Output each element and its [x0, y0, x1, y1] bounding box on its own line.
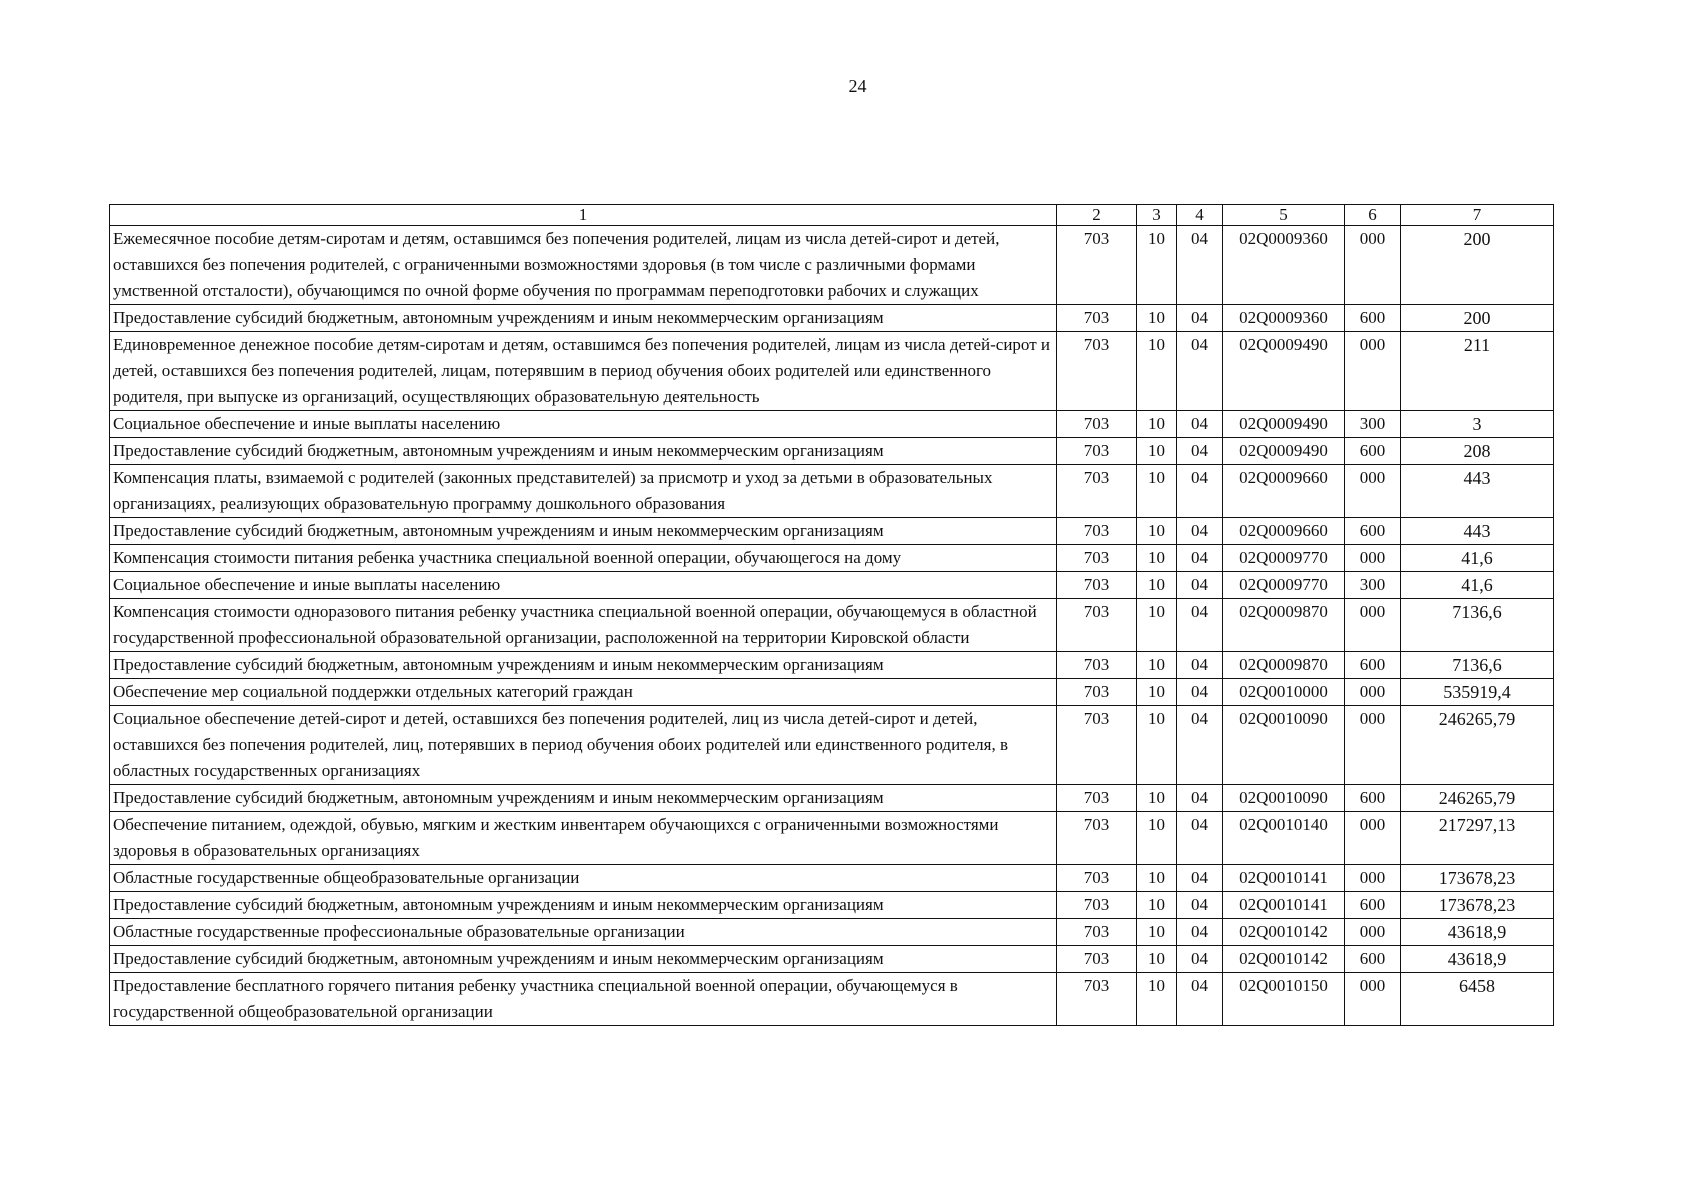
row-description: Предоставление бесплатного горячего питания ребенку участника специальной военной операции, обучающемуся в государственной общеобразовательной организации: [110, 973, 1057, 1026]
code-pr: 04: [1177, 706, 1223, 785]
code-csr: 02Q0009870: [1223, 652, 1345, 679]
code-pr: 04: [1177, 518, 1223, 545]
code-pr: 04: [1177, 572, 1223, 599]
code-pr: 04: [1177, 973, 1223, 1026]
code-rz: 10: [1137, 973, 1177, 1026]
code-gr: 703: [1057, 865, 1137, 892]
column-header: 5: [1223, 205, 1345, 226]
row-description: Обеспечение питанием, одеждой, обувью, мягким и жестким инвентарем обучающихся с ограниченными возможностями здоровья в образовательных организациях: [110, 812, 1057, 865]
row-description: Единовременное денежное пособие детям-сиротам и детям, оставшимся без попечения родителей, лицам из числа детей-сирот и детей, оставшихся без попечения родителей, лицам, потерявшим в период обучения обоих родителей или единственного родителя, при выпуске из организаций, осуществляющих образовательную деятельность: [110, 332, 1057, 411]
code-gr: 703: [1057, 518, 1137, 545]
table-row: [110, 305, 1554, 332]
code-vr: 300: [1345, 411, 1401, 438]
code-rz: 10: [1137, 812, 1177, 865]
row-description: Предоставление субсидий бюджетным, автономным учреждениям и иным некоммерческим организациям: [110, 892, 1057, 919]
code-vr: 600: [1345, 652, 1401, 679]
code-gr: 703: [1057, 892, 1137, 919]
table-row: [110, 892, 1554, 919]
code-gr: 703: [1057, 465, 1137, 518]
code-pr: 04: [1177, 946, 1223, 973]
code-rz: 10: [1137, 411, 1177, 438]
code-gr: 703: [1057, 919, 1137, 946]
sum-value: 43618,9: [1401, 919, 1554, 946]
table-row: [110, 946, 1554, 973]
code-csr: 02Q0009770: [1223, 572, 1345, 599]
code-csr: 02Q0009360: [1223, 305, 1345, 332]
code-csr: 02Q0009490: [1223, 438, 1345, 465]
sum-value: 200: [1401, 226, 1554, 305]
code-gr: 703: [1057, 946, 1137, 973]
row-description: Обеспечение мер социальной поддержки отдельных категорий граждан: [110, 679, 1057, 706]
code-csr: 02Q0010090: [1223, 706, 1345, 785]
code-pr: 04: [1177, 545, 1223, 572]
code-csr: 02Q0009490: [1223, 411, 1345, 438]
table-row: [110, 785, 1554, 812]
code-pr: 04: [1177, 465, 1223, 518]
code-gr: 703: [1057, 332, 1137, 411]
budget-table: [109, 204, 1554, 1026]
row-description: Предоставление субсидий бюджетным, автономным учреждениям и иным некоммерческим организациям: [110, 518, 1057, 545]
code-gr: 703: [1057, 411, 1137, 438]
code-vr: 600: [1345, 438, 1401, 465]
code-csr: 02Q0009660: [1223, 465, 1345, 518]
code-pr: 04: [1177, 226, 1223, 305]
code-csr: 02Q0009870: [1223, 599, 1345, 652]
code-rz: 10: [1137, 946, 1177, 973]
table-row: [110, 226, 1554, 305]
sum-value: 208: [1401, 438, 1554, 465]
code-gr: 703: [1057, 706, 1137, 785]
code-csr: 02Q0010141: [1223, 892, 1345, 919]
sum-value: 246265,79: [1401, 706, 1554, 785]
table-row: [110, 973, 1554, 1026]
table-row: [110, 545, 1554, 572]
table-row: [110, 812, 1554, 865]
column-header: 6: [1345, 205, 1401, 226]
code-rz: 10: [1137, 919, 1177, 946]
table-row: [110, 652, 1554, 679]
code-vr: 300: [1345, 572, 1401, 599]
code-vr: 600: [1345, 892, 1401, 919]
sum-value: 43618,9: [1401, 946, 1554, 973]
code-vr: 600: [1345, 946, 1401, 973]
row-description: Компенсация платы, взимаемой с родителей (законных представителей) за присмотр и уход за детьми в образовательных организациях, реализующих образовательную программу дошкольного образования: [110, 465, 1057, 518]
code-vr: 000: [1345, 465, 1401, 518]
code-csr: 02Q0009660: [1223, 518, 1345, 545]
code-rz: 10: [1137, 892, 1177, 919]
table-row: [110, 679, 1554, 706]
code-vr: 000: [1345, 226, 1401, 305]
sum-value: 211: [1401, 332, 1554, 411]
sum-value: 3: [1401, 411, 1554, 438]
code-pr: 04: [1177, 812, 1223, 865]
row-description: Ежемесячное пособие детям-сиротам и детям, оставшимся без попечения родителей, лицам из числа детей-сирот и детей, оставшихся без попечения родителей, с ограниченными возможностями здоровья (в том числе с различными формами умственной отсталости), обучающимся по очной форме обучения по программам переподготовки рабочих и служащих: [110, 226, 1057, 305]
row-description: Предоставление субсидий бюджетным, автономным учреждениям и иным некоммерческим организациям: [110, 946, 1057, 973]
code-vr: 000: [1345, 812, 1401, 865]
row-description: Предоставление субсидий бюджетным, автономным учреждениям и иным некоммерческим организациям: [110, 785, 1057, 812]
table-row: [110, 919, 1554, 946]
table-row: [110, 438, 1554, 465]
row-description: Предоставление субсидий бюджетным, автономным учреждениям и иным некоммерческим организациям: [110, 652, 1057, 679]
code-gr: 703: [1057, 305, 1137, 332]
table-row: [110, 518, 1554, 545]
table-row: [110, 332, 1554, 411]
code-gr: 703: [1057, 679, 1137, 706]
code-vr: 000: [1345, 545, 1401, 572]
code-rz: 10: [1137, 599, 1177, 652]
code-gr: 703: [1057, 652, 1137, 679]
code-gr: 703: [1057, 226, 1137, 305]
code-rz: 10: [1137, 572, 1177, 599]
code-pr: 04: [1177, 652, 1223, 679]
table-row: [110, 599, 1554, 652]
code-csr: 02Q0010140: [1223, 812, 1345, 865]
table-row: [110, 572, 1554, 599]
row-description: Областные государственные профессиональные образовательные организации: [110, 919, 1057, 946]
row-description: Социальное обеспечение и иные выплаты населению: [110, 411, 1057, 438]
row-description: Предоставление субсидий бюджетным, автономным учреждениям и иным некоммерческим организациям: [110, 438, 1057, 465]
code-pr: 04: [1177, 865, 1223, 892]
sum-value: 6458: [1401, 973, 1554, 1026]
table-row: [110, 465, 1554, 518]
sum-value: 173678,23: [1401, 892, 1554, 919]
code-gr: 703: [1057, 438, 1137, 465]
code-vr: 000: [1345, 865, 1401, 892]
column-header: 4: [1177, 205, 1223, 226]
sum-value: 7136,6: [1401, 652, 1554, 679]
code-rz: 10: [1137, 226, 1177, 305]
table-row: [110, 865, 1554, 892]
table-row: [110, 706, 1554, 785]
code-rz: 10: [1137, 465, 1177, 518]
row-description: Компенсация стоимости одноразового питания ребенку участника специальной военной операции, обучающемуся в областной государственной профессиональной образовательной организации, расположенной на территории Кировской области: [110, 599, 1057, 652]
sum-value: 41,6: [1401, 545, 1554, 572]
code-csr: 02Q0010150: [1223, 973, 1345, 1026]
code-vr: 600: [1345, 518, 1401, 545]
table-row: [110, 411, 1554, 438]
code-rz: 10: [1137, 332, 1177, 411]
code-rz: 10: [1137, 865, 1177, 892]
code-csr: 02Q0010000: [1223, 679, 1345, 706]
code-pr: 04: [1177, 438, 1223, 465]
code-rz: 10: [1137, 679, 1177, 706]
code-csr: 02Q0009770: [1223, 545, 1345, 572]
code-gr: 703: [1057, 545, 1137, 572]
code-pr: 04: [1177, 332, 1223, 411]
sum-value: 443: [1401, 518, 1554, 545]
code-csr: 02Q0010090: [1223, 785, 1345, 812]
code-pr: 04: [1177, 305, 1223, 332]
table-body: [110, 205, 1554, 1026]
code-rz: 10: [1137, 518, 1177, 545]
code-gr: 703: [1057, 572, 1137, 599]
code-csr: 02Q0010142: [1223, 946, 1345, 973]
sum-value: 173678,23: [1401, 865, 1554, 892]
row-description: Компенсация стоимости питания ребенка участника специальной военной операции, обучающегося на дому: [110, 545, 1057, 572]
sum-value: 443: [1401, 465, 1554, 518]
page-number: 24: [848, 76, 867, 96]
code-vr: 600: [1345, 785, 1401, 812]
sum-value: 246265,79: [1401, 785, 1554, 812]
code-csr: 02Q0010141: [1223, 865, 1345, 892]
column-header: 1: [110, 205, 1057, 226]
sum-value: 41,6: [1401, 572, 1554, 599]
code-rz: 10: [1137, 545, 1177, 572]
code-gr: 703: [1057, 812, 1137, 865]
row-description: Областные государственные общеобразовательные организации: [110, 865, 1057, 892]
code-pr: 04: [1177, 679, 1223, 706]
code-rz: 10: [1137, 785, 1177, 812]
code-vr: 000: [1345, 919, 1401, 946]
code-vr: 000: [1345, 599, 1401, 652]
sum-value: 217297,13: [1401, 812, 1554, 865]
code-rz: 10: [1137, 438, 1177, 465]
code-vr: 000: [1345, 706, 1401, 785]
code-gr: 703: [1057, 973, 1137, 1026]
code-rz: 10: [1137, 706, 1177, 785]
sum-value: 200: [1401, 305, 1554, 332]
column-number-row: [110, 205, 1554, 226]
code-vr: 000: [1345, 973, 1401, 1026]
code-rz: 10: [1137, 652, 1177, 679]
column-header: 2: [1057, 205, 1137, 226]
code-pr: 04: [1177, 785, 1223, 812]
column-header: 7: [1401, 205, 1554, 226]
code-vr: 000: [1345, 679, 1401, 706]
row-description: Социальное обеспечение детей-сирот и детей, оставшихся без попечения родителей, лиц из числа детей-сирот и детей, оставшихся без попечения родителей, лиц, потерявших в период обучения обоих родителей или единственного родителя, в областных государственных организациях: [110, 706, 1057, 785]
code-csr: 02Q0009360: [1223, 226, 1345, 305]
code-pr: 04: [1177, 892, 1223, 919]
sum-value: 7136,6: [1401, 599, 1554, 652]
code-pr: 04: [1177, 599, 1223, 652]
row-description: Предоставление субсидий бюджетным, автономным учреждениям и иным некоммерческим организациям: [110, 305, 1057, 332]
code-pr: 04: [1177, 411, 1223, 438]
code-pr: 04: [1177, 919, 1223, 946]
code-vr: 600: [1345, 305, 1401, 332]
code-gr: 703: [1057, 599, 1137, 652]
code-csr: 02Q0010142: [1223, 919, 1345, 946]
code-vr: 000: [1345, 332, 1401, 411]
sum-value: 535919,4: [1401, 679, 1554, 706]
code-rz: 10: [1137, 305, 1177, 332]
code-csr: 02Q0009490: [1223, 332, 1345, 411]
column-header: 3: [1137, 205, 1177, 226]
code-gr: 703: [1057, 785, 1137, 812]
row-description: Социальное обеспечение и иные выплаты населению: [110, 572, 1057, 599]
